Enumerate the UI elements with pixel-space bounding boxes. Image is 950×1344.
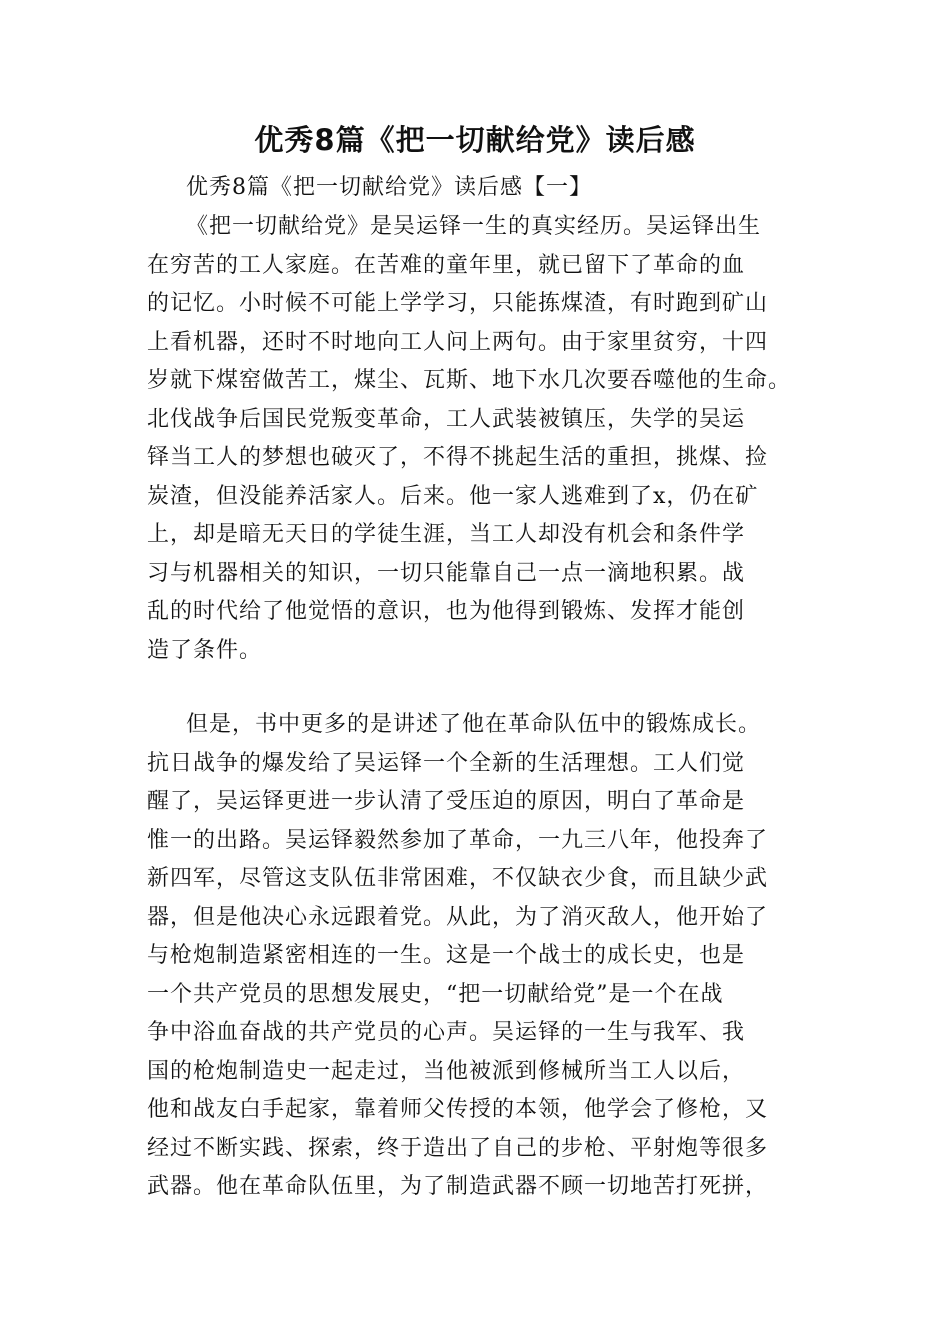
- paragraph-line: 国的枪炮制造史一起走过，当他被派到修械所当工人以后，: [147, 1058, 746, 1084]
- paragraph-line: 武器。他在革命队伍里，为了制造武器不顾一切地苦打死拼，: [147, 1174, 769, 1199]
- paragraph-line: 醒了，吴运铎更进一步认清了受压迫的原因，明白了革命是: [147, 789, 746, 814]
- paragraph-line: 惟一的出路。吴运铎毅然参加了革命，一九三八年，他投奔了: [147, 827, 769, 853]
- paragraph-line: 习与机器相关的知识，一切只能靠自己一点一滴地积累。战: [147, 560, 746, 586]
- paragraph-line: 上，却是暗无天日的学徒生涯，当工人却没有机会和条件学: [147, 522, 746, 547]
- paragraph-line: 造了条件。: [147, 637, 263, 663]
- paragraph-line: 经过不断实践、探索，终于造出了自己的步枪、平射炮等很多: [147, 1135, 769, 1161]
- paragraph-line: 争中浴血奋战的共产党员的心声。吴运铎的一生与我军、我: [147, 1020, 746, 1045]
- section-heading: 优秀8篇《把一切献给党》读后感【一】: [186, 175, 592, 200]
- paragraph-line: 乱的时代给了他觉悟的意识，也为他得到锻炼、发挥才能创: [147, 599, 746, 624]
- paragraph-line: 新四军，尽管这支队伍非常困难，不仅缺衣少食，而且缺少武: [147, 866, 769, 891]
- paragraph-line: 铎当工人的梦想也破灭了，不得不挑起生活的重担，挑煤、捡: [147, 445, 769, 470]
- paragraph-line: 器，但是他决心永远跟着党。从此，为了消灭敌人，他开始了: [147, 904, 769, 930]
- document-title: 优秀8篇《把一切献给党》读后感: [254, 123, 696, 157]
- paragraph-line: 炭渣，但没能养活家人。后来。他一家人逃难到了x，仍在矿: [147, 483, 759, 509]
- paragraph-line: 岁就下煤窑做苦工，煤尘、瓦斯、地下水几次要吞噬他的生命。: [147, 368, 792, 393]
- paragraph-line: 的记忆。小时候不可能上学学习，只能拣煤渣，有时跑到矿山: [147, 291, 769, 316]
- paragraph-line: 一个共产党员的思想发展史，“把一切献给党”是一个在战: [147, 981, 724, 1007]
- paragraph-2: [147, 706, 827, 1207]
- paragraph-1: [147, 208, 827, 670]
- paragraph-line: 与枪炮制造紧密相连的一生。这是一个战士的成长史，也是: [147, 943, 746, 968]
- paragraph-line: 《把一切献给党》是吴运铎一生的真实经历。吴运铎出生: [186, 214, 762, 239]
- paragraph-line: 抗日战争的爆发给了吴运铎一个全新的生活理想。工人们觉: [147, 750, 746, 776]
- paragraph-line: 北伐战争后国民党叛变革命，工人武装被镇压，失学的吴运: [147, 406, 746, 432]
- paragraph-line: 他和战友白手起家，靠着师父传授的本领，他学会了修枪，又: [147, 1097, 769, 1122]
- paragraph-line: 上看机器，还时不时地向工人问上两句。由于家里贫穷，十四: [147, 329, 769, 355]
- paragraph-line: 在穷苦的工人家庭。在苦难的童年里，就已留下了革命的血: [147, 252, 746, 278]
- paragraph-line: 但是，书中更多的是讲述了他在革命队伍中的锻炼成长。: [186, 712, 762, 737]
